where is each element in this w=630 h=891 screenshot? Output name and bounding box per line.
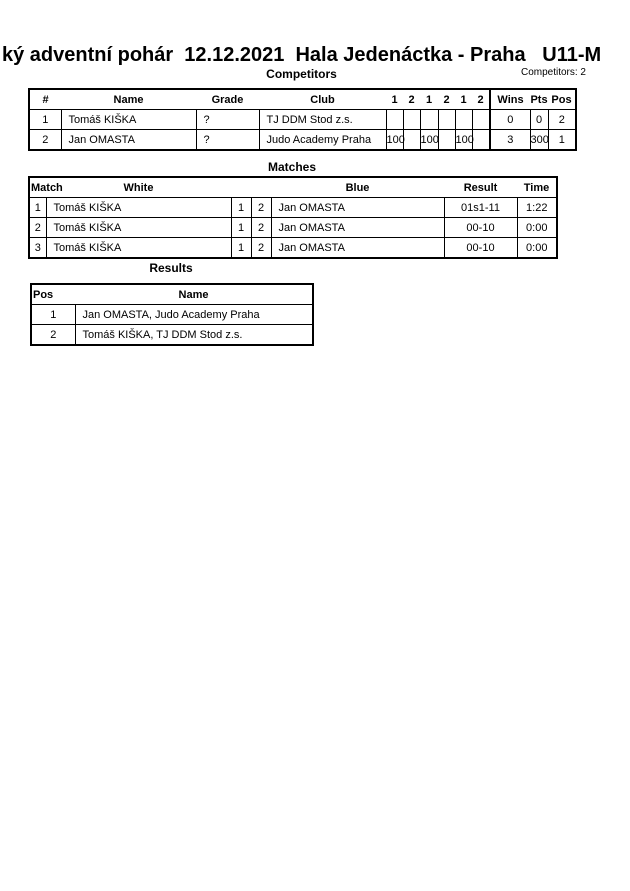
col-blue: Blue xyxy=(271,177,444,198)
competitor-club: Judo Academy Praha xyxy=(259,130,386,151)
score-cell: 100 xyxy=(386,130,403,151)
col-score-1: 1 xyxy=(386,89,403,110)
result-name: Tomáš KIŠKA, TJ DDM Stod z.s. xyxy=(75,325,313,346)
match-row xyxy=(29,218,557,238)
col-white-flag xyxy=(231,177,251,198)
result-pos: 1 xyxy=(31,305,75,325)
results-header-row xyxy=(31,284,313,305)
competitor-pos: 2 xyxy=(548,110,576,130)
col-grade: Grade xyxy=(196,89,259,110)
match-white-name: Tomáš KIŠKA xyxy=(46,218,231,238)
match-time: 0:00 xyxy=(517,238,557,259)
col-name: Name xyxy=(75,284,313,305)
col-match: Match xyxy=(29,177,46,198)
match-white-flag: 1 xyxy=(231,218,251,238)
match-number: 3 xyxy=(29,238,46,259)
competitors-heading: Competitors xyxy=(266,67,337,81)
score-cell xyxy=(403,110,420,130)
competitor-number: 1 xyxy=(29,110,61,130)
competitor-pts: 300 xyxy=(530,130,548,151)
score-cell xyxy=(403,130,420,151)
results-heading: Results xyxy=(149,261,193,275)
col-white: White xyxy=(46,177,231,198)
col-wins: Wins xyxy=(490,89,530,110)
col-pts: Pts xyxy=(530,89,548,110)
matches-heading: Matches xyxy=(267,160,317,174)
col-result: Result xyxy=(444,177,517,198)
competitor-name: Tomáš KIŠKA xyxy=(61,110,196,130)
competitor-pos: 1 xyxy=(548,130,576,151)
match-white-flag: 1 xyxy=(231,238,251,259)
col-score-5: 1 xyxy=(455,89,472,110)
score-cell xyxy=(455,110,472,130)
competitor-wins: 3 xyxy=(490,130,530,151)
score-cell: 100 xyxy=(420,130,438,151)
result-pos: 2 xyxy=(31,325,75,346)
match-time: 1:22 xyxy=(517,198,557,218)
col-score-2: 2 xyxy=(403,89,420,110)
col-pos: Pos xyxy=(548,89,576,110)
competitor-grade: ? xyxy=(196,110,259,130)
competitor-row xyxy=(29,130,576,151)
match-time: 0:00 xyxy=(517,218,557,238)
competitor-pts: 0 xyxy=(530,110,548,130)
match-result: 00-10 xyxy=(444,218,517,238)
result-row xyxy=(31,325,313,346)
match-result: 00-10 xyxy=(444,238,517,259)
competitor-row xyxy=(29,110,576,130)
match-blue-flag: 2 xyxy=(251,218,271,238)
match-blue-flag: 2 xyxy=(251,198,271,218)
match-blue-flag: 2 xyxy=(251,238,271,259)
match-row xyxy=(29,198,557,218)
match-number: 1 xyxy=(29,198,46,218)
score-cell xyxy=(472,110,490,130)
competitors-count: Competitors: 2 xyxy=(520,67,586,78)
col-pos: Pos xyxy=(31,284,75,305)
competitor-number: 2 xyxy=(29,130,61,151)
match-row xyxy=(29,238,557,259)
matches-table xyxy=(28,176,558,259)
col-name: Name xyxy=(61,89,196,110)
score-cell xyxy=(438,130,455,151)
col-club: Club xyxy=(259,89,386,110)
col-number: # xyxy=(29,89,61,110)
competitors-header-row xyxy=(29,89,576,110)
col-score-3: 1 xyxy=(420,89,438,110)
results-table xyxy=(30,283,314,346)
match-blue-name: Jan OMASTA xyxy=(271,198,444,218)
match-blue-name: Jan OMASTA xyxy=(271,218,444,238)
match-white-flag: 1 xyxy=(231,198,251,218)
match-white-name: Tomáš KIŠKA xyxy=(46,198,231,218)
competitor-club: TJ DDM Stod z.s. xyxy=(259,110,386,130)
score-cell xyxy=(438,110,455,130)
matches-header-row xyxy=(29,177,557,198)
match-white-name: Tomáš KIŠKA xyxy=(46,238,231,259)
match-blue-name: Jan OMASTA xyxy=(271,238,444,259)
score-cell xyxy=(386,110,403,130)
competitor-grade: ? xyxy=(196,130,259,151)
score-cell: 100 xyxy=(455,130,472,151)
col-score-4: 2 xyxy=(438,89,455,110)
score-cell xyxy=(420,110,438,130)
competitor-name: Jan OMASTA xyxy=(61,130,196,151)
col-score-6: 2 xyxy=(472,89,490,110)
result-name: Jan OMASTA, Judo Academy Praha xyxy=(75,305,313,325)
competitor-wins: 0 xyxy=(490,110,530,130)
col-time: Time xyxy=(517,177,557,198)
match-number: 2 xyxy=(29,218,46,238)
page-title: ký adventní pohár 12.12.2021 Hala Jedenáctka - Praha U11-M xyxy=(2,44,602,66)
match-result: 01s1-11 xyxy=(444,198,517,218)
score-cell xyxy=(472,130,490,151)
competitors-table xyxy=(28,88,577,151)
col-blue-flag xyxy=(251,177,271,198)
result-row xyxy=(31,305,313,325)
